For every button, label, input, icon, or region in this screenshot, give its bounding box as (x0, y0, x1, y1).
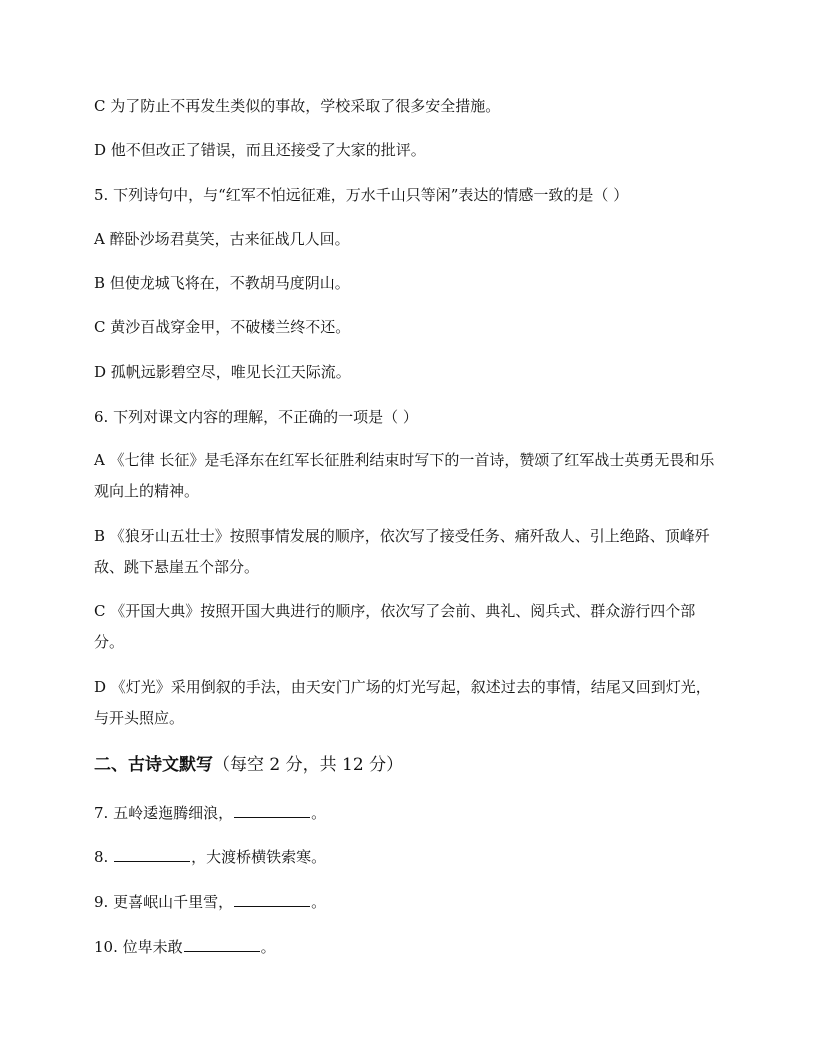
answer-blank[interactable] (234, 892, 310, 907)
question-5: 5. 下列诗句中，与“红军不怕远征难，万水千山只等闲”表达的情感一致的是（ ） (94, 186, 629, 204)
question-8-suffix: ，大渡桥横铁索寒。 (191, 848, 327, 866)
option-c-previous: C 为了防止不再发生类似的事故，学校采取了很多安全措施。 (94, 97, 501, 115)
question-6-option-a: A 《七律 长征》是毛泽东在红军长征胜利结束时写下的一首诗，赞颂了红军战士英勇无畏和乐观向上的精神。 (94, 451, 715, 500)
answer-blank[interactable] (114, 847, 190, 862)
question-10-suffix: 。 (260, 938, 276, 956)
option-d-previous: D 他不但改正了错误，而且还接受了大家的批评。 (94, 141, 426, 159)
section-note: （每空 2 分，共 12 分） (213, 755, 404, 775)
question-8-prefix: 8. (94, 848, 114, 866)
section-title: 二、古诗文默写 (94, 755, 213, 775)
section-heading (94, 754, 734, 776)
question-10 (94, 937, 734, 957)
question-7-prefix: 7. 五岭逶迤腾细浪， (94, 804, 234, 822)
question-9-prefix: 9. 更喜岷山千里雪， (94, 893, 234, 911)
question-5-option-a: A 醉卧沙场君莫笑，古来征战几人回。 (94, 230, 350, 248)
question-5-option-c: C 黄沙百战穿金甲，不破楼兰终不还。 (94, 318, 351, 336)
question-7 (94, 803, 734, 823)
question-10-prefix: 10. 位卑未敢 (94, 938, 183, 956)
question-6: 6. 下列对课文内容的理解，不正确的一项是（ ） (94, 408, 418, 426)
answer-blank[interactable] (234, 803, 310, 818)
question-5-option-b: B 但使龙城飞将在，不教胡马度阴山。 (94, 274, 350, 292)
question-5-option-d: D 孤帆远影碧空尽，唯见长江天际流。 (94, 363, 351, 381)
question-6-option-b: B 《狼牙山五壮士》按照事情发展的顺序，依次写了接受任务、痛歼敌人、引上绝路、顶峰歼敌、跳下悬崖五个部分。 (94, 527, 710, 576)
question-8 (94, 847, 734, 867)
question-7-suffix: 。 (311, 804, 327, 822)
answer-blank[interactable] (184, 937, 260, 952)
question-9-suffix: 。 (311, 893, 327, 911)
question-6-option-d: D 《灯光》采用倒叙的手法，由天安门广场的灯光写起，叙述过去的事情，结尾又回到灯光，与开头照应。 (94, 678, 711, 727)
question-9 (94, 892, 734, 912)
question-6-option-c: C 《开国大典》按照开国大典进行的顺序，依次写了会前、典礼、阅兵式、群众游行四个部分。 (94, 602, 696, 651)
